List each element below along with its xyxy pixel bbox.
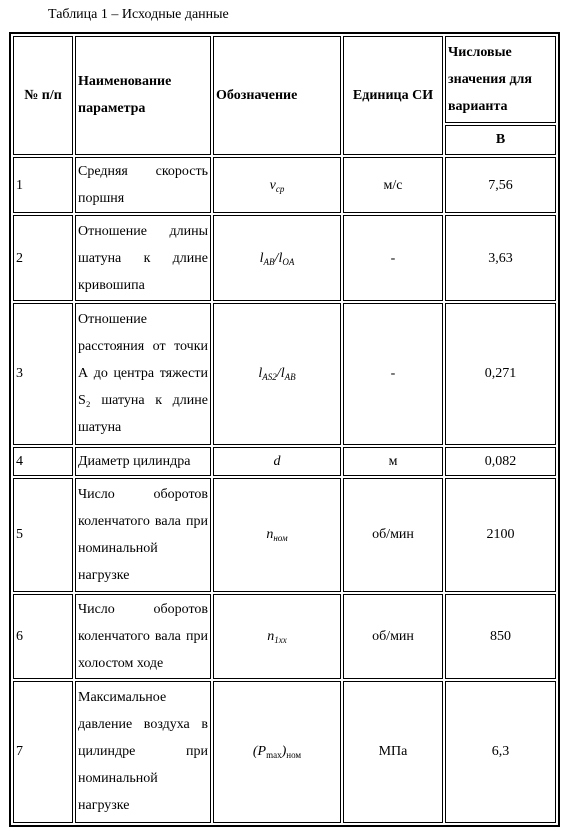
- row-value: 0,082: [445, 447, 556, 476]
- row-num: 5: [13, 478, 73, 592]
- row-parameter-name: Число оборотов коленчатого вала при номинальной нагрузке: [75, 478, 211, 592]
- header-num: № п/п: [13, 36, 73, 155]
- row-value: 850: [445, 594, 556, 679]
- row-parameter-name: Диаметр цилиндра: [75, 447, 211, 476]
- row-unit: об/мин: [343, 594, 443, 679]
- row-unit: м/с: [343, 157, 443, 214]
- table-row: [13, 478, 556, 592]
- row-parameter-name: Максимальное давление воздуха в цилиндре при номинальной нагрузке: [75, 681, 211, 823]
- row-num: 6: [13, 594, 73, 679]
- row-unit: об/мин: [343, 478, 443, 592]
- table-row: [13, 594, 556, 679]
- row-num: 3: [13, 303, 73, 445]
- row-unit: -: [343, 303, 443, 445]
- row-symbol: $l_{AS2}/l_{AB}$: [213, 303, 341, 445]
- row-parameter-name: Число оборотов коленчатого вала при холостом ходе: [75, 594, 211, 679]
- row-value: 2100: [445, 478, 556, 592]
- row-num: 1: [13, 157, 73, 214]
- table-row: [13, 215, 556, 300]
- row-symbol: $(P_{max})_{ном}$: [213, 681, 341, 823]
- row-unit: -: [343, 215, 443, 300]
- row-unit: м: [343, 447, 443, 476]
- row-parameter-name: Средняя скорость поршня: [75, 157, 211, 214]
- row-symbol: $n_{1хх}$: [213, 594, 341, 679]
- header-variant: В: [445, 125, 556, 154]
- table-row: [13, 681, 556, 823]
- row-symbol: $n_{ном}$: [213, 478, 341, 592]
- row-value: 3,63: [445, 215, 556, 300]
- row-symbol: d: [213, 447, 341, 476]
- row-symbol: $v_{ср}$: [213, 157, 341, 214]
- row-value: 6,3: [445, 681, 556, 823]
- row-num: 7: [13, 681, 73, 823]
- header-symbol: Обозначение: [213, 36, 341, 155]
- table-caption: Таблица 1 – Исходные данные: [48, 7, 229, 22]
- row-parameter-name: Отношение длины шатуна к длине кривошипа: [75, 215, 211, 300]
- header-values: Числовые значения для варианта: [445, 36, 556, 123]
- row-value: 0,271: [445, 303, 556, 445]
- header-unit: Единица СИ: [343, 36, 443, 155]
- row-parameter-name: Отношение расстояния от точки А до центра тяжести S₂ шатуна к длине шатуна: [75, 303, 211, 445]
- row-num: 4: [13, 447, 73, 476]
- source-data-table: [9, 32, 560, 827]
- table-row: [13, 157, 556, 214]
- row-value: 7,56: [445, 157, 556, 214]
- row-num: 2: [13, 215, 73, 300]
- row-symbol: $l_{AB}/l_{OA}$: [213, 215, 341, 300]
- table-row: [13, 303, 556, 445]
- row-unit: МПа: [343, 681, 443, 823]
- table-row: [13, 447, 556, 476]
- header-parameter-name: Наименование параметра: [75, 36, 211, 155]
